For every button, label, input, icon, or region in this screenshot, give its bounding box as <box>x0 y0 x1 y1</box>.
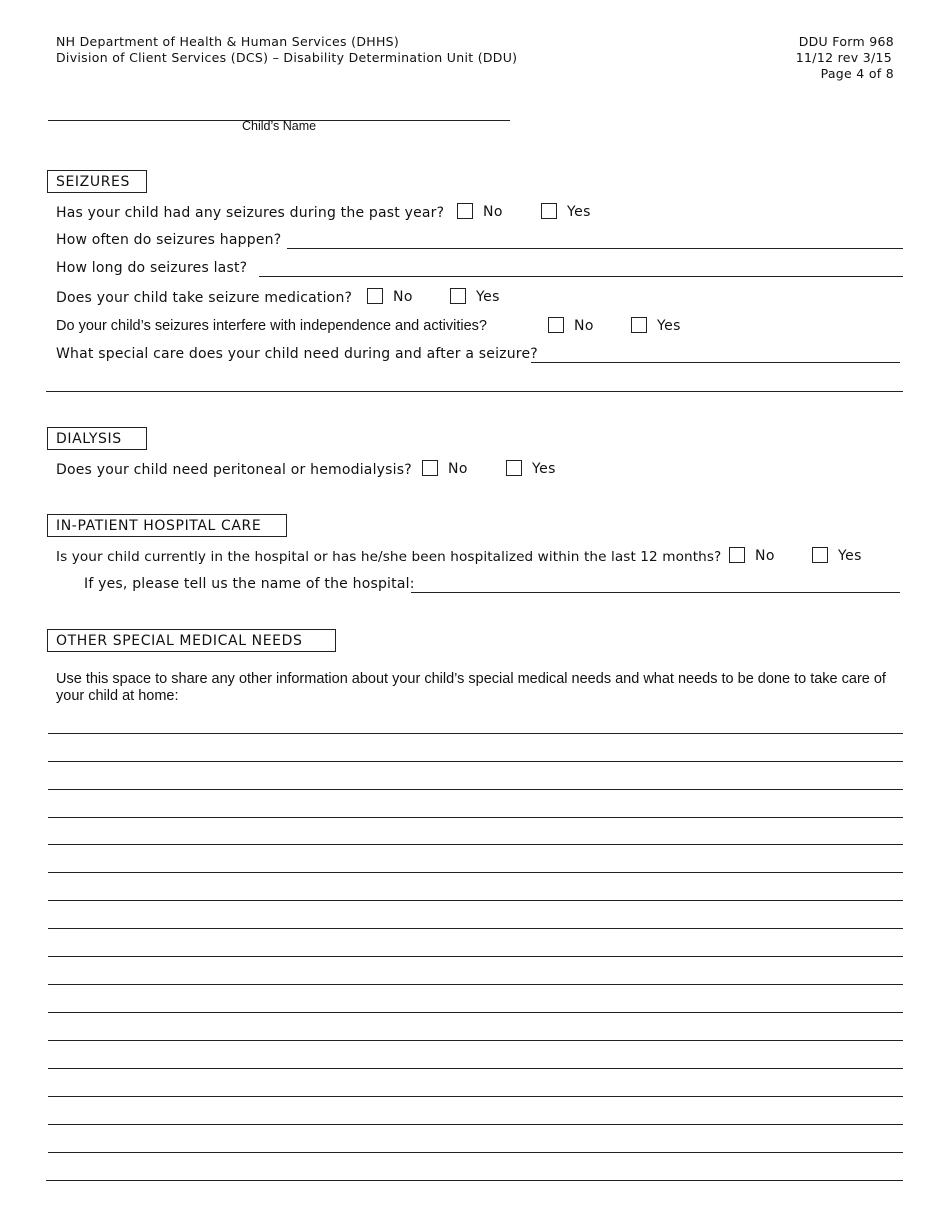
other-needs-instructions: Use this space to share any other information about your child’s special medical needs and what needs to be done to take care of your child at home: <box>56 671 886 704</box>
seizure-duration-field[interactable] <box>259 276 903 277</box>
dialysis-yes-checkbox[interactable] <box>506 460 522 476</box>
dialysis-section-title: DIALYSIS <box>47 427 147 450</box>
other-needs-line-9[interactable] <box>48 956 903 957</box>
other-needs-line-16[interactable] <box>48 1152 903 1153</box>
seizure-interference-no-label: No <box>574 318 594 334</box>
dialysis-question: Does your child need peritoneal or hemodialysis? <box>56 462 412 478</box>
other-needs-line-17[interactable] <box>46 1180 903 1181</box>
seizure-frequency-question: How often do seizures happen? <box>56 232 282 248</box>
hospitalized-no-label: No <box>755 548 775 564</box>
other-needs-line-11[interactable] <box>48 1012 903 1013</box>
other-needs-line-1[interactable] <box>48 733 903 734</box>
other-needs-line-13[interactable] <box>48 1068 903 1069</box>
other-needs-line-15[interactable] <box>48 1124 903 1125</box>
form-revision: 11/12 rev 3/15 <box>795 50 892 65</box>
other-needs-line-4[interactable] <box>48 817 903 818</box>
other-needs-line-7[interactable] <box>48 900 903 901</box>
agency-line-1: NH Department of Health & Human Services (DHHS) <box>56 34 400 49</box>
seizure-special-care-field-line-2[interactable] <box>46 391 903 392</box>
other-needs-line-10[interactable] <box>48 984 903 985</box>
seizures-section-title: SEIZURES <box>47 170 147 193</box>
seizures-past-year-no-checkbox[interactable] <box>457 203 473 219</box>
form-id: DDU Form 968 <box>798 34 894 49</box>
hospitalized-question: Is your child currently in the hospital or has he/she been hospitalized within the last 12 months? <box>56 549 722 565</box>
hospitalized-yes-label: Yes <box>838 548 862 564</box>
agency-line-2: Division of Client Services (DCS) – Disability Determination Unit (DDU) <box>56 50 518 65</box>
seizure-medication-no-checkbox[interactable] <box>367 288 383 304</box>
child-name-label: Child’s Name <box>242 119 317 133</box>
other-needs-line-8[interactable] <box>48 928 903 929</box>
seizure-special-care-question: What special care does your child need during and after a seizure? <box>56 346 538 362</box>
hospital-name-field[interactable] <box>411 592 900 593</box>
seizures-past-year-no-label: No <box>483 204 503 220</box>
page-number: Page 4 of 8 <box>820 66 894 81</box>
seizure-interference-yes-checkbox[interactable] <box>631 317 647 333</box>
seizure-medication-no-label: No <box>393 289 413 305</box>
dialysis-no-label: No <box>448 461 468 477</box>
other-needs-line-12[interactable] <box>48 1040 903 1041</box>
seizure-medication-question: Does your child take seizure medication? <box>56 290 353 306</box>
seizure-medication-yes-checkbox[interactable] <box>450 288 466 304</box>
seizure-interference-no-checkbox[interactable] <box>548 317 564 333</box>
dialysis-no-checkbox[interactable] <box>422 460 438 476</box>
seizure-frequency-field[interactable] <box>287 248 903 249</box>
hospital-name-question: If yes, please tell us the name of the hospital: <box>84 576 415 592</box>
other-needs-line-5[interactable] <box>48 844 903 845</box>
other-needs-section-title: OTHER SPECIAL MEDICAL NEEDS <box>47 629 336 652</box>
dialysis-yes-label: Yes <box>532 461 556 477</box>
hospitalized-yes-checkbox[interactable] <box>812 547 828 563</box>
other-needs-line-6[interactable] <box>48 872 903 873</box>
seizure-duration-question: How long do seizures last? <box>56 260 248 276</box>
seizures-past-year-yes-label: Yes <box>567 204 591 220</box>
seizures-past-year-yes-checkbox[interactable] <box>541 203 557 219</box>
other-needs-line-2[interactable] <box>48 761 903 762</box>
other-needs-line-3[interactable] <box>48 789 903 790</box>
hospital-section-title: IN-PATIENT HOSPITAL CARE <box>47 514 287 537</box>
seizure-interference-question: Do your child’s seizures interfere with independence and activities? <box>56 318 487 334</box>
other-needs-line-14[interactable] <box>48 1096 903 1097</box>
seizures-past-year-question: Has your child had any seizures during the past year? <box>56 205 445 221</box>
seizure-medication-yes-label: Yes <box>476 289 500 305</box>
seizure-interference-yes-label: Yes <box>657 318 681 334</box>
hospitalized-no-checkbox[interactable] <box>729 547 745 563</box>
seizure-special-care-field[interactable] <box>531 362 900 363</box>
